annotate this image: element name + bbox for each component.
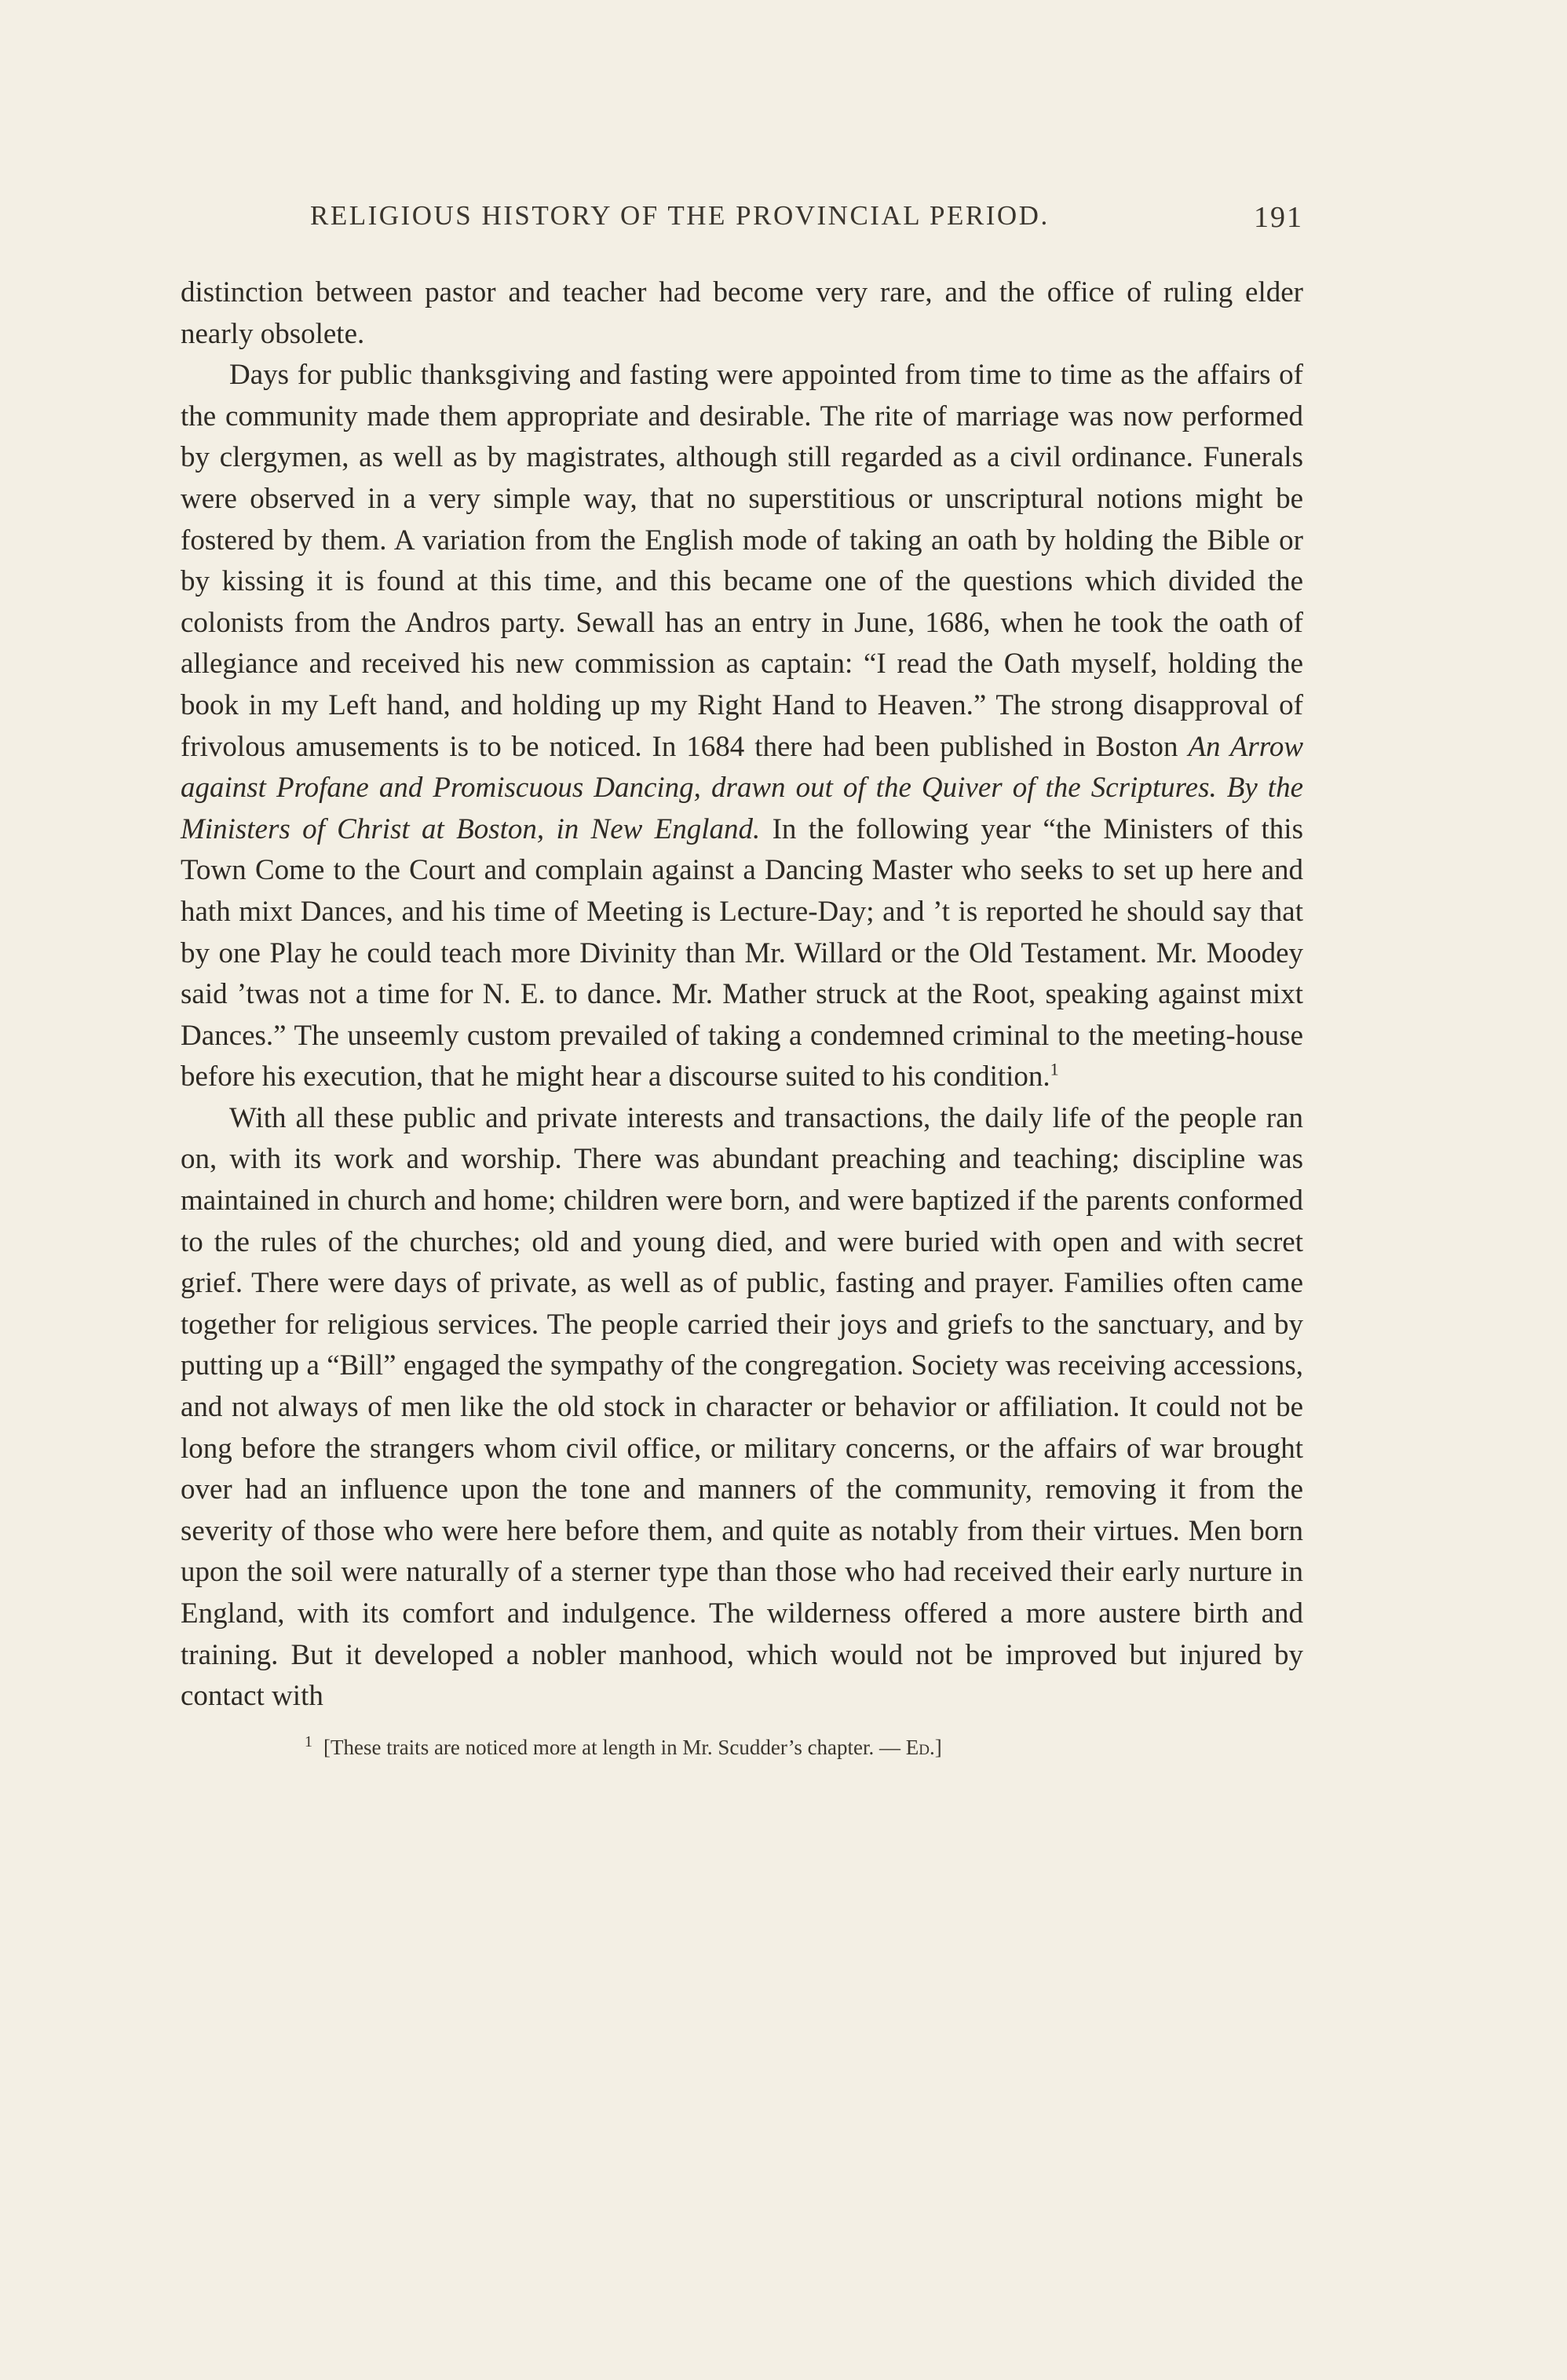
footnote-marker: 1: [305, 1732, 312, 1750]
body-text: [181, 272, 1303, 1717]
footnote-editor: Ed.: [905, 1735, 935, 1759]
book-title-italic: An Arrow against Profane and Promiscuous Dancing, drawn out of the Quiver of the Scriptures. By the Ministers of Christ at Boston, in New England.: [181, 730, 1304, 845]
paragraph-2: [181, 355, 1303, 1098]
footnote-close: ]: [934, 1735, 942, 1759]
footnote: [181, 1732, 1303, 1763]
page-number: 191: [1254, 201, 1303, 234]
paragraph-2-text-a: Days for public thanksgiving and fasting were appointed from time to time as the affairs of the community made them appropriate and desirable. The rite of marriage was now performed by clergymen, as well as by magistrates, although still regarded as a civil ordinance. Funerals were observed in a very simple way, that no superstitious or unscriptural notions might be fostered by them. A variation from the English mode of taking an oath by holding the Bible or by kissing it is found at this time, and this became one of the questions which divided the colonists from the Andros party. Sewall has an entry in June, 1686, when he took the oath of allegiance and received his new commission as captain: “I read the Oath myself, holding the book in my Left hand, and holding up my Right Hand to Heaven.” The strong disapproval of frivolous amusements is to be noticed. In 1684 there had been published in Boston: [181, 359, 1303, 763]
paragraph-3: With all these public and private interests and transactions, the daily life of the people ran on, with its work and worship. There was abundant preaching and teaching; discipline was maintained in church and home; children were born, and were baptized if the parents conformed to the rules of the churches; old and young died, and were buried with open and with secret grief. There were days of private, as well as of public, fasting and prayer. Families often came together for religious services. The people carried their joys and griefs to the sanctuary, and by putting up a “Bill” engaged the sympathy of the congregation. Society was receiving accessions, and not always of men like the old stock in character or behavior or affiliation. It could not be long before the strangers whom civil office, or military concerns, or the affairs of war brought over had an influence upon the tone and manners of the community, removing it from the severity of those who were here before them, and quite as notably from their virtues. Men born upon the soil were naturally of a sterner type than those who had received their early nurture in England, with its comfort and indulgence. The wilderness offered a more austere birth and training. But it developed a nobler manhood, which would not be improved but injured by contact with: [181, 1101, 1303, 1713]
book-page: [181, 200, 1303, 1763]
footnote-reference: 1: [1050, 1059, 1059, 1079]
running-head: [181, 200, 1303, 239]
paragraph-1: distinction between pastor and teacher had become very rare, and the office of ruling elder nearly obsolete.: [181, 276, 1303, 350]
paragraph-2-text-b: In the following year “the Ministers of this Town Come to the Court and complain against a Dancing Master who seeks to set up here and hath mixt Dances, and his time of Meeting is Lecture-Day; and ’t is reported he should say that by one Play he could teach more Divinity than Mr. Willard or the Old Testament. Mr. Moodey said ’twas not a time for N. E. to dance. Mr. Mather struck at the Root, speaking against mixt Dances.” The unseemly custom prevailed of taking a condemned criminal to the meeting-house before his execution, that he might hear a discourse suited to his condition.: [181, 812, 1303, 1093]
running-head-title: RELIGIOUS HISTORY OF THE PROVINCIAL PERIOD.: [310, 200, 1050, 231]
footnote-text: [These traits are noticed more at length in Mr. Scudder’s chapter. —: [323, 1735, 906, 1759]
